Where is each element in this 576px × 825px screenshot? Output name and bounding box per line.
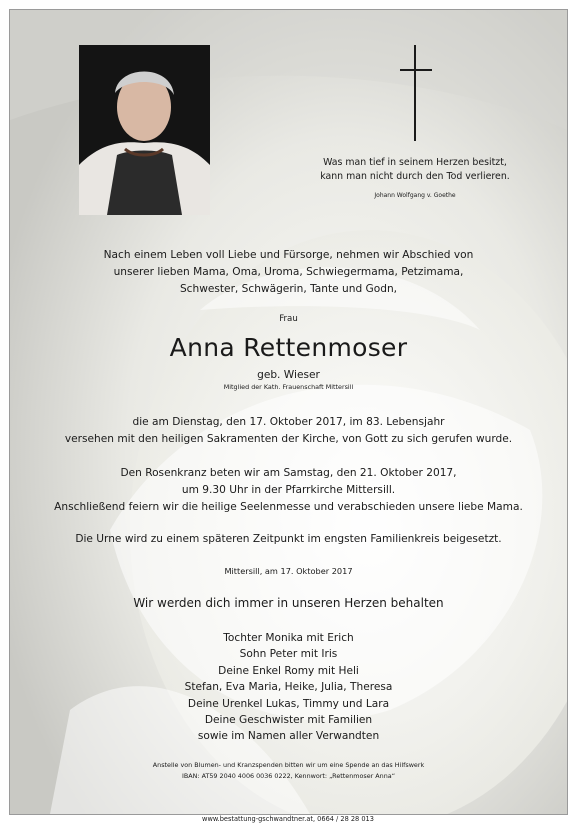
service-details [10, 465, 567, 516]
quote [310, 156, 520, 183]
death-notice-line: die am Dienstag, den 17. Oktober 2017, im 83. Lebensjahr [132, 416, 445, 428]
membership: Mitglied der Kath. Frauenschaft Mittersill [223, 383, 354, 391]
donation-line: Anstelle von Blumen- und Kranzspenden bitten wir um eine Spende an das Hilfswerk [152, 761, 425, 769]
salutation: Frau [279, 314, 298, 324]
intro-line: Nach einem Leben voll Liebe und Fürsorge, nehmen wir Abschied von [103, 249, 474, 261]
cross-icon-bar [400, 69, 432, 71]
footer-website[interactable]: www.bestattung-gschwandtner.at, 0664 / 28 28 013 [202, 815, 374, 823]
intro-line: Schwester, Schwägerin, Tante und Godn, [179, 283, 398, 295]
remembrance-line: Wir werden dich immer in unseren Herzen behalten [133, 596, 444, 610]
donation-line: IBAN: AT59 2040 4006 0036 0222, Kennwort: „Rettenmoser Anna“ [181, 772, 396, 780]
quote-line: kann man nicht durch den Tod verlieren. [320, 170, 510, 182]
birth-name: geb. Wieser [257, 369, 320, 381]
service-line: um 9.30 Uhr in der Pfarrkirche Mittersill. [181, 484, 396, 496]
intro-line: unserer lieben Mama, Oma, Uroma, Schwiegermama, Petzimama, [113, 266, 464, 278]
mourner: Tochter Monika mit Erich [223, 632, 354, 644]
obituary-card [9, 9, 568, 815]
mourners-list [10, 630, 567, 745]
quote-line: Was man tief in seinem Herzen besitzt, [323, 157, 507, 168]
service-line: Den Rosenkranz beten wir am Samstag, den 21. Oktober 2017, [120, 467, 457, 479]
deceased-name: Anna Rettenmoser [169, 333, 408, 362]
quote-author: Johann Wolfgang v. Goethe [374, 192, 456, 199]
place-date: Mittersill, am 17. Oktober 2017 [224, 566, 353, 576]
death-notice-line: versehen mit den heiligen Sakramenten der Kirche, von Gott zu sich gerufen wurde. [64, 433, 513, 445]
death-notice [10, 414, 567, 448]
mourner: sowie im Namen aller Verwandten [197, 730, 380, 743]
mourner: Deine Geschwister mit Familien [204, 714, 373, 727]
donation-notice [10, 760, 567, 782]
mourner: Deine Enkel Romy mit Heli [218, 664, 359, 677]
service-line: Anschließend feiern wir die heilige Seelenmesse und verabschieden unsere liebe Mama. [54, 501, 523, 513]
intro-text [10, 247, 567, 298]
mourner: Deine Urenkel Lukas, Timmy und Lara [187, 697, 390, 710]
cross-icon [414, 45, 416, 141]
mourner: Stefan, Eva Maria, Heike, Julia, Theresa [184, 681, 393, 694]
portrait-photo [79, 45, 210, 215]
mourner: Sohn Peter mit Iris [239, 648, 338, 661]
urn-notice: Die Urne wird zu einem späteren Zeitpunkt im engsten Familienkreis beigesetzt. [75, 533, 502, 545]
